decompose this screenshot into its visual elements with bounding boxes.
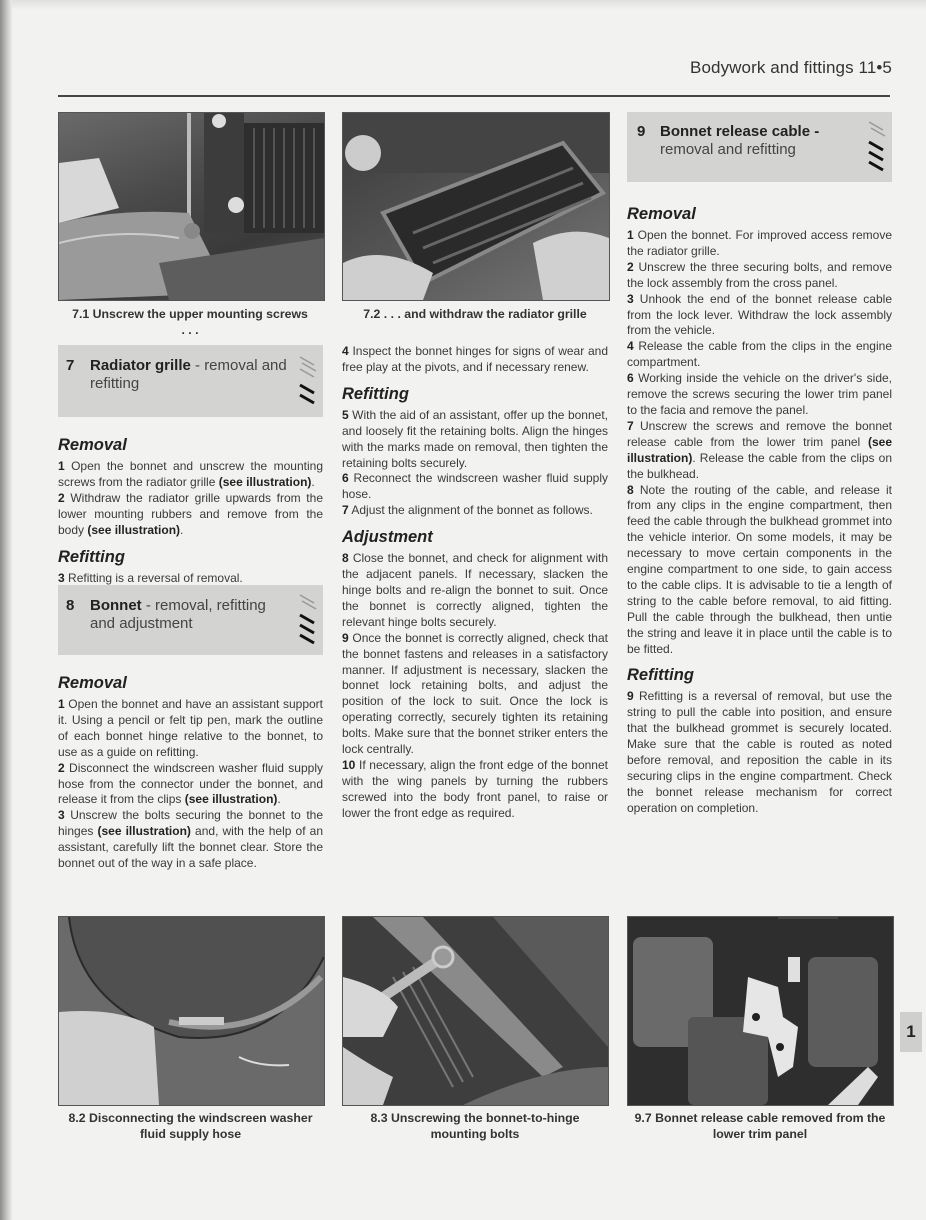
section-9-removal-heading: Removal (627, 205, 696, 223)
photo-8-3 (342, 916, 609, 1106)
see-illustration-link[interactable]: (see illustration) (218, 474, 312, 489)
step-8-7: 7 Adjust the alignment of the bonnet as follows. (342, 503, 593, 518)
step-9-9: 9 Refitting is a reversal of removal, but use the string to pull the cable into position, and ensure that the bulkhead grommet is securely located. Make sure that the cable is routed as noted before removal, and reposition the cable in its securing clips in the engine compartment. Check the bonnet release mechanism for correct operation on completion. (627, 689, 892, 815)
caption-8-3: 8.3 Unscrewing the bonnet-to-hinge mounting bolts (370, 1111, 580, 1141)
page-top-shadow (0, 0, 926, 10)
caption-7-1: 7.1 Unscrew the upper mounting screws . . . (72, 307, 308, 337)
running-head: Bodywork and fittings 11•5 (690, 58, 892, 77)
column-1-section-7 (58, 427, 323, 586)
section-9-number: 9 (637, 123, 646, 140)
step-8-10: 10 If necessary, align the front edge of the bonnet with the wing panels by turning the rubbers screwed into the body front panel, to raise or lower the front edge as required. (342, 757, 608, 820)
section-9-title (660, 123, 860, 159)
photo-9-7-illustration (628, 917, 893, 1105)
caption-7-2: 7.2 . . . and withdraw the radiator grille (363, 307, 587, 321)
step-9-4: 4 Release the cable from the clips in the engine compartment. (627, 339, 892, 370)
section-8-title-rest: - removal, refitting and adjustment (90, 597, 266, 632)
step-7-3: 3 Refitting is a reversal of removal. (58, 570, 243, 585)
photo-7-1-illustration (59, 113, 324, 300)
section-9-heading (627, 112, 892, 182)
section-9-refitting-heading: Refitting (627, 666, 694, 685)
photo-7-2 (342, 112, 610, 301)
section-7-number: 7 (66, 357, 75, 374)
difficulty-spanner-icon (863, 118, 889, 174)
header-rule (58, 95, 890, 97)
section-7-heading (58, 345, 323, 417)
step-9-7: 7 Unscrew the screws and remove the bonnet release cable from the lower trim panel (see illustration). Release the cable from the clips on the bulkhead. (627, 418, 892, 481)
photo-8-2 (58, 916, 325, 1106)
section-9-title-bold: Bonnet release cable - (660, 123, 820, 140)
step-8-4: 4 Inspect the bonnet hinges for signs of wear and free play at the pivots, and if necessary renew. (342, 344, 608, 374)
section-8-refitting-heading: Refitting (342, 384, 409, 403)
see-illustration-link[interactable]: (see illustration) (627, 434, 892, 465)
photo-9-7 (627, 916, 894, 1106)
step-8-2: 2 Disconnect the windscreen washer fluid supply hose from the connector under the bonnet, and release it from the clips (see illustration). (58, 760, 323, 807)
step-9-3: 3 Unhook the end of the bonnet release cable from the lock lever. Withdraw the lock assembly from the vehicle. (627, 291, 892, 338)
section-7-title-bold: Radiator grille (90, 357, 191, 374)
photo-7-2-illustration (343, 113, 609, 300)
step-8-8: 8 Close the bonnet, and check for alignment with the adjacent panels. If necessary, slacken the hinge bolts and re-align the bonnet to suit. Once the bonnet is correctly aligned, tighten the relevant hinge bolts securely. (342, 551, 608, 629)
section-7-title-rest: - removal and refitting (90, 357, 287, 392)
step-9-6: 6 Working inside the vehicle on the driver's side, remove the screws securing the lower trim panel to the facia and remove the panel. (627, 371, 892, 417)
section-7-removal-heading: Removal (58, 436, 127, 454)
difficulty-spanner-icon (294, 591, 320, 647)
photo-7-1 (58, 112, 325, 301)
column-2-section-8 (342, 344, 608, 822)
step-8-9: 9 Once the bonnet is correctly aligned, check that the bonnet fastens and releases in a satisfactory manner. If adjustment is necessary, slacken the bonnet lock retaining bolts, and adjust the position of the lock to suit. Once the lock is operating correctly, securely tighten its retaining bolts. Make sure that the bonnet striker enters the lock centrally. (342, 630, 608, 757)
step-7-1: 1 Open the bonnet and unscrew the mounting screws from the radiator grille (see illustration). (58, 459, 323, 489)
see-illustration-link[interactable]: (see illustration) (97, 824, 191, 839)
step-8-6: 6 Reconnect the windscreen washer fluid supply hose. (342, 471, 608, 502)
section-8-heading (58, 585, 323, 655)
section-9-title-rest: removal and refitting (660, 141, 796, 158)
step-8-5: 5 With the aid of an assistant, offer up the bonnet, and loosely fit the retaining bolts. Align the hinges with the marks made on removal, then tighten the retaining bolts securely. (342, 407, 608, 470)
step-9-2: 2 Unscrew the three securing bolts, and remove the lock assembly from the cross panel. (627, 259, 892, 290)
section-8-number: 8 (66, 597, 75, 614)
see-illustration-link[interactable]: (see illustration) (87, 522, 181, 537)
section-8-title-bold: Bonnet (90, 597, 142, 614)
section-8-adjustment-heading: Adjustment (342, 528, 433, 547)
section-7-title (90, 357, 290, 393)
photo-8-2-illustration (59, 917, 324, 1105)
caption-9-7: 9.7 Bonnet release cable removed from the lower trim panel (634, 1111, 886, 1141)
column-1-section-8 (58, 665, 323, 872)
photo-8-3-illustration (343, 917, 608, 1105)
page-binding-edge (0, 0, 12, 1220)
difficulty-spanner-icon (294, 353, 320, 409)
step-7-2: 2 Withdraw the radiator grille upwards from the lower mounting rubbers and remove from the body (see illustration). (58, 490, 323, 537)
see-illustration-link[interactable]: (see illustration) (184, 792, 278, 807)
section-8-removal-heading: Removal (58, 674, 127, 692)
step-9-1: 1 Open the bonnet. For improved access remove the radiator grille. (627, 228, 892, 258)
section-8-title (90, 597, 295, 633)
section-7-refitting-heading: Refitting (58, 547, 125, 566)
chapter-tab: 1 (900, 1012, 922, 1052)
column-3-section-9 (627, 196, 892, 817)
step-8-3: 3 Unscrew the bolts securing the bonnet to the hinges (see illustration) and, with the help of an assistant, carefully lift the bonnet clear. Store the bonnet out of the way in a safe place. (58, 808, 323, 871)
caption-8-2: 8.2 Disconnecting the windscreen washer fluid supply hose (68, 1111, 313, 1141)
step-9-8: 8 Note the routing of the cable, and release it from any clips in the engine compartment, then feed the cable through the bulkhead grommet into the vehicle interior. On some models, it may be necessary to move certain components in the engine compartment to one side, to gain access to the cable clips. It is advisable to tie a length of string to the cable before removal, to aid fitting. Pull the cable through the bulkhead, then untie the string and leave it in place until the cable is to be fitted. (627, 482, 892, 656)
step-8-1: 1 Open the bonnet and have an assistant support it. Using a pencil or felt tip pen, mark the outline of each bonnet hinge relative to the bonnet, to use as a guide on refitting. (58, 697, 323, 759)
